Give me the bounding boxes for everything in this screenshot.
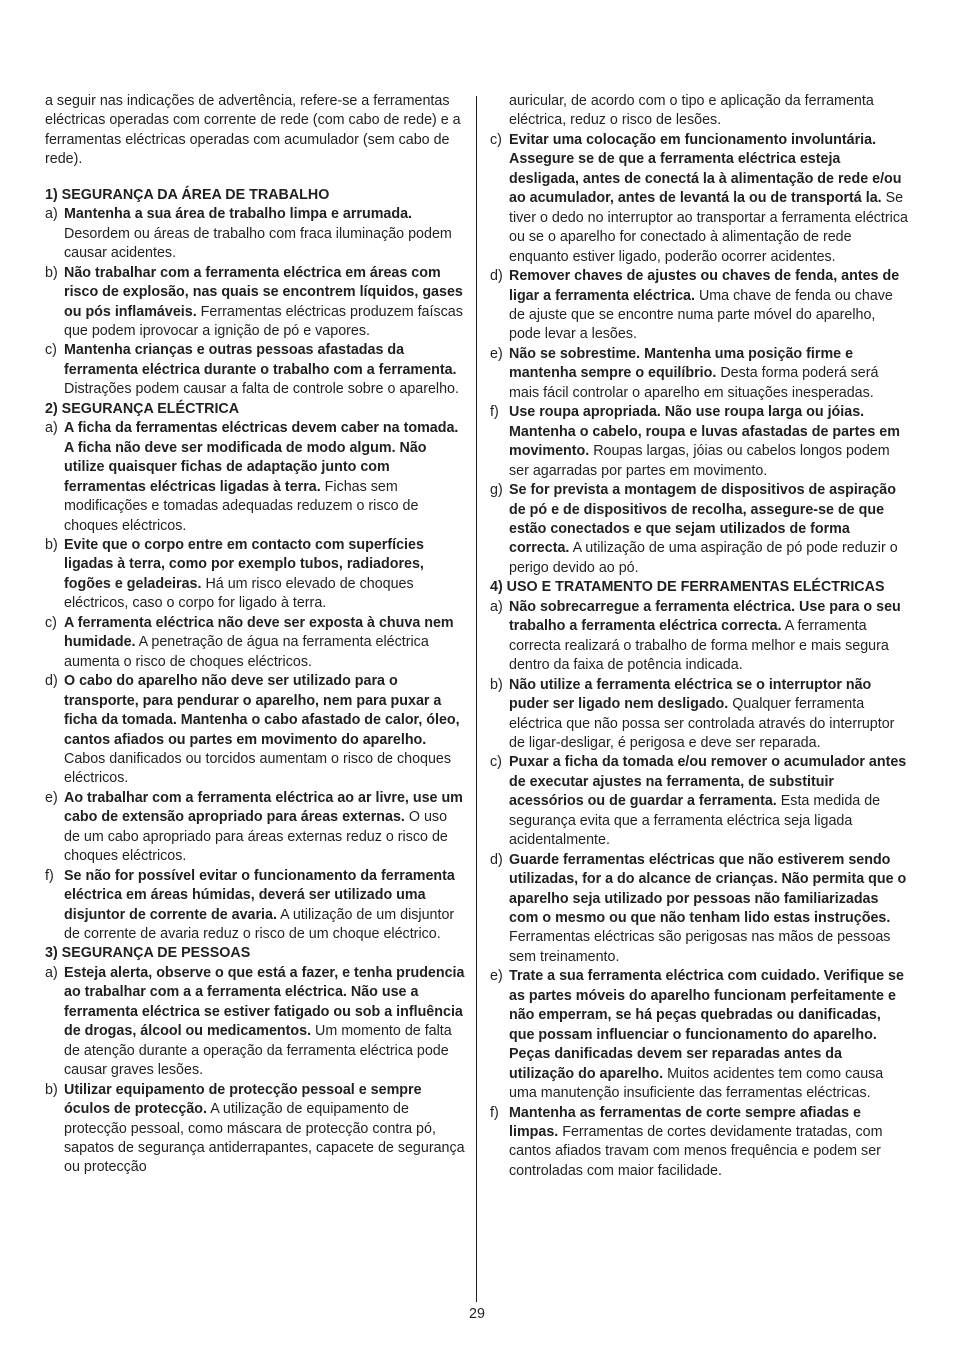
list-item xyxy=(45,614,466,672)
item-letter: b) xyxy=(45,264,58,281)
list-item xyxy=(490,403,910,481)
list-item xyxy=(45,867,466,945)
list-item xyxy=(45,789,466,867)
item-letter: b) xyxy=(45,1081,58,1098)
item-text: Qualquer ferramenta eléctrica que não possa ser controlada através do interruptor de ligar-desligar, é perigosa e deve ser reparada. xyxy=(509,696,895,751)
section-tool-use xyxy=(490,578,910,1181)
list-item xyxy=(490,598,910,676)
item-bold-text: Não sobrecarregue a ferramenta eléctrica. Use para o seu trabalho a ferramenta eléctrica correcta. xyxy=(509,598,901,635)
item-bold-text: Puxar a ficha da tomada e/ou remover o acumulador antes de executar ajustes na ferramenta, de substituir acessórios ou de guardar a ferramenta. xyxy=(509,754,907,810)
list-item xyxy=(45,672,466,789)
list-item xyxy=(490,481,910,578)
item-bold-text: Mantenha as ferramentas de corte sempre afiadas e limpas. xyxy=(509,1104,862,1141)
item-text: Um momento de falta de atenção durante a operação da ferramenta eléctrica pode causar graves lesões. xyxy=(64,1023,452,1079)
item-text: Ferramentas eléctricas são perigosas nas mãos de pessoas sem treinamento. xyxy=(509,929,891,965)
item-text: A ferramenta correcta realizará o trabalho de forma melhor e mais segura dentro da faixa de potência indicada. xyxy=(509,618,889,674)
item-bold-text: Se não for possível evitar o funcionamento da ferramenta eléctrica em áreas húmidas, deverá ser utilizado uma disjuntor de corrente de avaria. xyxy=(64,867,455,923)
item-bold-text: Se for prevista a montagem de dispositivos de aspiração de pó e de dispositivos de recolha, assegure-se de que estão conectados e que sejam utilizados de forma correcta. xyxy=(509,482,896,557)
item-text: Desta forma poderá será mais fácil controlar o aparelho em situações inesperadas. xyxy=(509,365,879,401)
item-text: Há um risco elevado de choques eléctricos, caso o corpo for ligado à terra. xyxy=(64,575,414,612)
continuation-paragraph: auricular, de acordo com o tipo e aplicação da ferramenta eléctrica, reduz o risco de lesões. xyxy=(509,93,874,129)
item-text: Esta medida de segurança evita que a ferramenta eléctrica seja ligada acidentalmente. xyxy=(509,793,881,849)
item-letter: e) xyxy=(490,968,503,985)
item-bold-text: Mantenha crianças e outras pessoas afastadas da ferramenta eléctrica durante o trabalho com a ferramenta. xyxy=(64,342,457,378)
item-letter: a) xyxy=(45,964,58,981)
right-column xyxy=(490,92,910,1181)
item-text: Se tiver o dedo no interruptor ao transportar a ferramenta eléctrica ou se o aparelho for conectado à alimentação de rede enquanto estiver ligado, poderão ocorrer acidentes. xyxy=(509,190,908,265)
left-column xyxy=(45,92,466,1178)
item-text: Uma chave de fenda ou chave de ajuste que se encontre numa parte móvel do aparelho, pode levar a lesões. xyxy=(509,287,893,343)
item-bold-text: O cabo do aparelho não deve ser utilizado para o transporte, para pendurar o aparelho, nem para puxar a ficha da tomada. Mantenha o cabo afastado de calor, óleo, cantos afiados ou partes em movimento do aparelho. xyxy=(64,673,460,748)
item-text: A utilização de equipamento de protecção pessoal, como máscara de protecção contra pó, sapatos de segurança antiderrapantes, capacete de segurança ou protecção xyxy=(64,1101,465,1176)
item-bold-text: A ferramenta eléctrica não deve ser exposta à chuva nem humidade. xyxy=(64,614,454,651)
item-bold-text: Não trabalhar com a ferramenta eléctrica em áreas com risco de explosão, nas quais se encontrem líquidos, gases ou pós inflamáveis. xyxy=(64,264,463,320)
section-heading: 3) SEGURANÇA DE PESSOAS xyxy=(45,945,251,962)
list-item xyxy=(45,536,466,614)
item-letter: c) xyxy=(490,131,502,148)
list-item xyxy=(490,1104,910,1182)
item-bold-text: Evite que o corpo entre em contacto com superfícies ligadas à terra, como por exemplo tubos, radiadores, fogões e geladeiras. xyxy=(64,536,424,592)
item-bold-text: Remover chaves de ajustes ou chaves de fenda, antes de ligar a ferramenta eléctrica. xyxy=(509,268,900,304)
list-item xyxy=(45,205,466,263)
list-item xyxy=(45,341,466,399)
list-item xyxy=(490,851,910,968)
item-letter: b) xyxy=(490,676,503,693)
section-heading: 4) USO E TRATAMENTO DE FERRAMENTAS ELÉCTRICAS xyxy=(490,579,885,596)
section-heading: 1) SEGURANÇA DA ÁREA DE TRABALHO xyxy=(45,186,330,203)
item-text: Ferramentas de cortes devidamente tratadas, com cantos afiados travam com menos frequência e podem ser controladas com maior facilidade. xyxy=(509,1124,883,1179)
list-item xyxy=(490,131,910,267)
list-item xyxy=(45,419,466,536)
item-letter: d) xyxy=(45,673,58,690)
item-text: Cabos danificados ou torcidos aumentam o risco de choques eléctricos. xyxy=(64,750,452,787)
list-item xyxy=(45,264,466,342)
item-letter: f) xyxy=(490,404,499,421)
section-work-area xyxy=(45,186,466,400)
item-letter: f) xyxy=(45,867,54,884)
item-bold-text: Ao trabalhar com a ferramenta eléctrica ao ar livre, use um cabo de extensão apropriado para áreas externas. xyxy=(64,789,463,826)
section-electrical-safety xyxy=(45,400,466,945)
item-letter: c) xyxy=(490,754,502,771)
item-bold-text: A ficha da ferramentas eléctricas devem caber na tomada. A ficha não deve ser modificada de modo algum. Não utilize quaisquer fichas de adaptação junto com ferramentas eléctricas ligadas à terra. xyxy=(64,420,459,495)
item-bold-text: Evitar uma colocação em funcionamento involuntária. Assegure se de que a ferramenta eléctrica esteja desligada, antes de conectá la à alimentação de rede e/ou ao acumulador, antes de levantá la ou de transportá la. xyxy=(509,131,902,207)
column-divider xyxy=(476,96,477,1302)
item-letter: c) xyxy=(45,342,57,359)
item-letter: f) xyxy=(490,1104,499,1121)
item-text: A penetração de água na ferramenta eléctrica aumenta o risco de choques eléctricos. xyxy=(64,634,429,670)
item-letter: a) xyxy=(45,206,58,223)
item-bold-text: Utilizar equipamento de protecção pessoal e sempre óculos de protecção. xyxy=(64,1081,422,1118)
item-bold-text: Não se sobrestime. Mantenha uma posição firme e mantenha sempre o equilíbrio. xyxy=(509,345,854,382)
section-heading: 2) SEGURANÇA ELÉCTRICA xyxy=(45,400,240,417)
list-item xyxy=(490,967,910,1103)
item-bold-text: Use roupa apropriada. Não use roupa larga ou jóias. Mantenha o cabelo, roupa e luvas afastadas de partes em movimento. xyxy=(509,404,900,460)
item-text: Fichas sem modificações e tomadas adequadas reduzem o risco de choques eléctricos. xyxy=(64,478,419,534)
item-letter: e) xyxy=(490,345,503,362)
item-text: Desordem ou áreas de trabalho com fraca iluminação podem causar acidentes. xyxy=(64,225,452,262)
item-text: O uso de um cabo apropriado para áreas externas reduz o risco de choques eléctricos. xyxy=(64,809,448,865)
item-letter: d) xyxy=(490,268,503,285)
intro-paragraph: a seguir nas indicações de advertência, refere-se a ferramentas eléctricas operadas com corrente de rede (com cabo de rede) e a ferramentas eléctricas operadas com acumulador (sem cabo de rede). xyxy=(45,93,461,168)
item-letter: d) xyxy=(490,851,503,868)
item-text: Ferramentas eléctricas produzem faíscas que podem iprovocar a ignição de pó e vapores. xyxy=(64,303,463,339)
item-letter: g) xyxy=(490,482,503,499)
item-bold-text: Mantenha a sua área de trabalho limpa e arrumada. xyxy=(64,206,413,223)
item-text: A utilização de um disjuntor de corrente de avaria reduz o risco de um choque eléctrico. xyxy=(64,906,455,943)
list-item xyxy=(45,964,466,1081)
item-text: A utilização de uma aspiração de pó pode reduzir o perigo devido ao pó. xyxy=(509,540,898,576)
item-bold-text: Não utilize a ferramenta eléctrica se o interruptor não puder ser ligado nem desligado. xyxy=(509,676,872,713)
item-bold-text: Guarde ferramentas eléctricas que não estiverem sendo utilizadas, for a do alcance de crianças. Não permita que o aparelho seja utilizado por pessoas não familiarizadas com o mesmo ou que não tenham lido estas instruções. xyxy=(509,851,907,927)
item-letter: e) xyxy=(45,789,58,806)
item-bold-text: Esteja alerta, observe o que está a fazer, e tenha prudencia ao trabalhar com a a ferramenta eléctrica. Não use a ferramenta eléctrica se estiver fatigado ou sob a influência de drogas, álcool ou medicamentos. xyxy=(64,964,465,1040)
page-number: 29 xyxy=(469,1306,485,1322)
item-text: Roupas largas, jóias ou cabelos longos podem ser agarradas por partes em movimento. xyxy=(509,443,890,479)
list-item xyxy=(45,1081,466,1178)
list-item xyxy=(490,676,910,754)
list-item xyxy=(490,753,910,850)
item-letter: a) xyxy=(490,598,503,615)
item-text: Muitos acidentes tem como causa uma manutenção insuficiente das ferramentas eléctricas. xyxy=(509,1065,884,1102)
list-item xyxy=(490,345,910,403)
section-personal-safety xyxy=(45,944,466,1177)
list-item xyxy=(490,267,910,345)
item-letter: a) xyxy=(45,420,58,437)
item-letter: c) xyxy=(45,614,57,631)
item-bold-text: Trate a sua ferramenta eléctrica com cuidado. Verifique se as partes móveis do aparelho funcionam perfeitamente e não emperram, se há peças quebradas ou danificadas, que possam influenciar o funcionamento do aparelho. Peças danificadas devem ser reparadas antes da utilização do aparelho. xyxy=(509,968,904,1082)
item-letter: b) xyxy=(45,536,58,553)
item-text: Distrações podem causar a falta de controle sobre o aparelho. xyxy=(64,381,459,398)
